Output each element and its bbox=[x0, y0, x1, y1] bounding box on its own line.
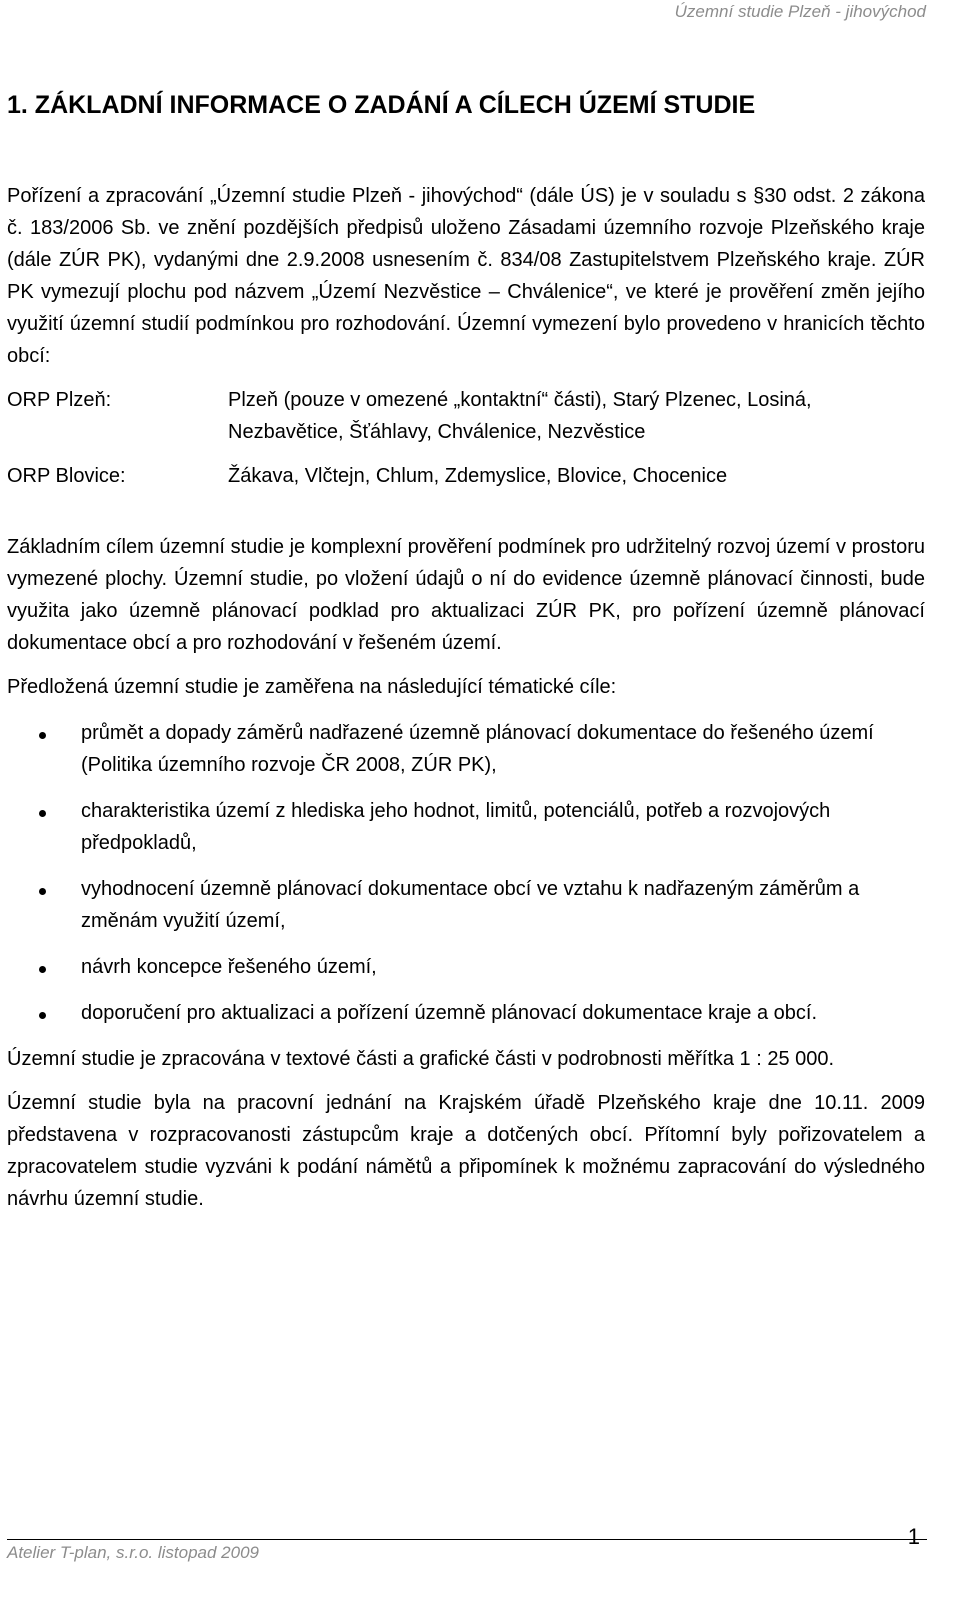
document-body bbox=[7, 180, 925, 1215]
list-item-text: doporučení pro aktualizaci a pořízení územně plánovací dokumentace kraje a obcí. bbox=[81, 1002, 817, 1024]
goal-paragraph: Základním cílem územní studie je komplexní prověření podmínek pro udržitelný rozvoj území v prostoru vymezené plochy. Územní studie, po vložení údajů o ní do evidence územně plánovací činnosti, bude využita jako územně plánovací podklad pro aktualizaci ZÚR PK, pro pořízení územně plánovací dokumentace obcí a pro rozhodování v řešeném území. bbox=[7, 536, 925, 654]
orp-row bbox=[7, 460, 925, 492]
list-item-text: průmět a dopady záměrů nadřazené územně plánovací dokumentace do řešeného území (Politika územního rozvoje ČR 2008, ZÚR PK), bbox=[81, 722, 874, 776]
intro-paragraph: Pořízení a zpracování „Územní studie Plzeň - jihovýchod“ (dále ÚS) je v souladu s §30 odst. 2 zákona č. 183/2006 Sb. ve znění pozdějších předpisů uloženo Zásadami územního rozvoje Plzeňského kraje (dále ZÚR PK), vydanými dne 2.9.2008 usnesením č. 834/08 Zastupitelstvem Plzeňského kraje. ZÚR PK vymezují plochu pod názvem „Území Nezvěstice – Chválenice“, ve které je prověření změn jejího využití územní studií podmínkou pro rozhodování. Územní vymezení bylo provedeno v hranicích těchto obcí: bbox=[7, 185, 925, 367]
list-item bbox=[7, 951, 925, 983]
list-item bbox=[7, 795, 925, 859]
list-item bbox=[7, 997, 925, 1029]
list-item-text: vyhodnocení územně plánovací dokumentace obcí ve vztahu k nadřazeným záměrům a změnám využití území, bbox=[81, 878, 860, 932]
section-heading: 1. ZÁKLADNÍ INFORMACE O ZADÁNÍ A CÍLECH ÚZEMÍ STUDIE bbox=[7, 91, 756, 119]
bullet-icon bbox=[39, 810, 46, 817]
meeting-paragraph: Územní studie byla na pracovní jednání na Krajském úřadě Plzeňského kraje dne 10.11. 2009 představena v rozpracovanosti zástupcům kraje a dotčených obcí. Přítomní byly pořizovatelem a zpracovatelem studie vyzváni k podání námětů a připomínek k možnému zapracování do výsledného návrhu územní studie. bbox=[7, 1092, 925, 1210]
orp-municipalities: Plzeň (pouze v omezené „kontaktní“ části), Starý Plzenec, Losiná, Nezbavětice, Šťáhlavy, Chválenice, Nezvěstice bbox=[228, 389, 812, 443]
list-item-text: návrh koncepce řešeného území, bbox=[81, 956, 377, 978]
bullet-icon bbox=[39, 888, 46, 895]
list-item-text: charakteristika území z hlediska jeho hodnot, limitů, potenciálů, potřeb a rozvojových předpokladů, bbox=[81, 800, 831, 854]
bullet-icon bbox=[39, 1012, 46, 1019]
list-item bbox=[7, 717, 925, 781]
orp-label: ORP Blovice: bbox=[7, 465, 126, 487]
orp-label: ORP Plzeň: bbox=[7, 389, 112, 411]
orp-municipalities: Žákava, Vlčtejn, Chlum, Zdemyslice, Blovice, Chocenice bbox=[228, 465, 728, 487]
footer-divider bbox=[7, 1539, 927, 1540]
bullet-icon bbox=[39, 966, 46, 973]
scale-paragraph: Územní studie je zpracována v textové části a grafické části v podrobnosti měřítka 1 : 25 000. bbox=[7, 1048, 835, 1070]
bullet-icon bbox=[39, 732, 46, 739]
orp-row bbox=[7, 384, 925, 448]
topics-intro: Předložená územní studie je zaměřena na následující tématické cíle: bbox=[7, 676, 617, 698]
page-number: 1 bbox=[907, 1524, 920, 1549]
goals-list bbox=[7, 717, 925, 1029]
footer-publisher: Atelier T-plan, s.r.o. listopad 2009 bbox=[7, 1543, 259, 1562]
list-item bbox=[7, 873, 925, 937]
running-header: Územní studie Plzeň - jihovýchod bbox=[674, 2, 926, 21]
